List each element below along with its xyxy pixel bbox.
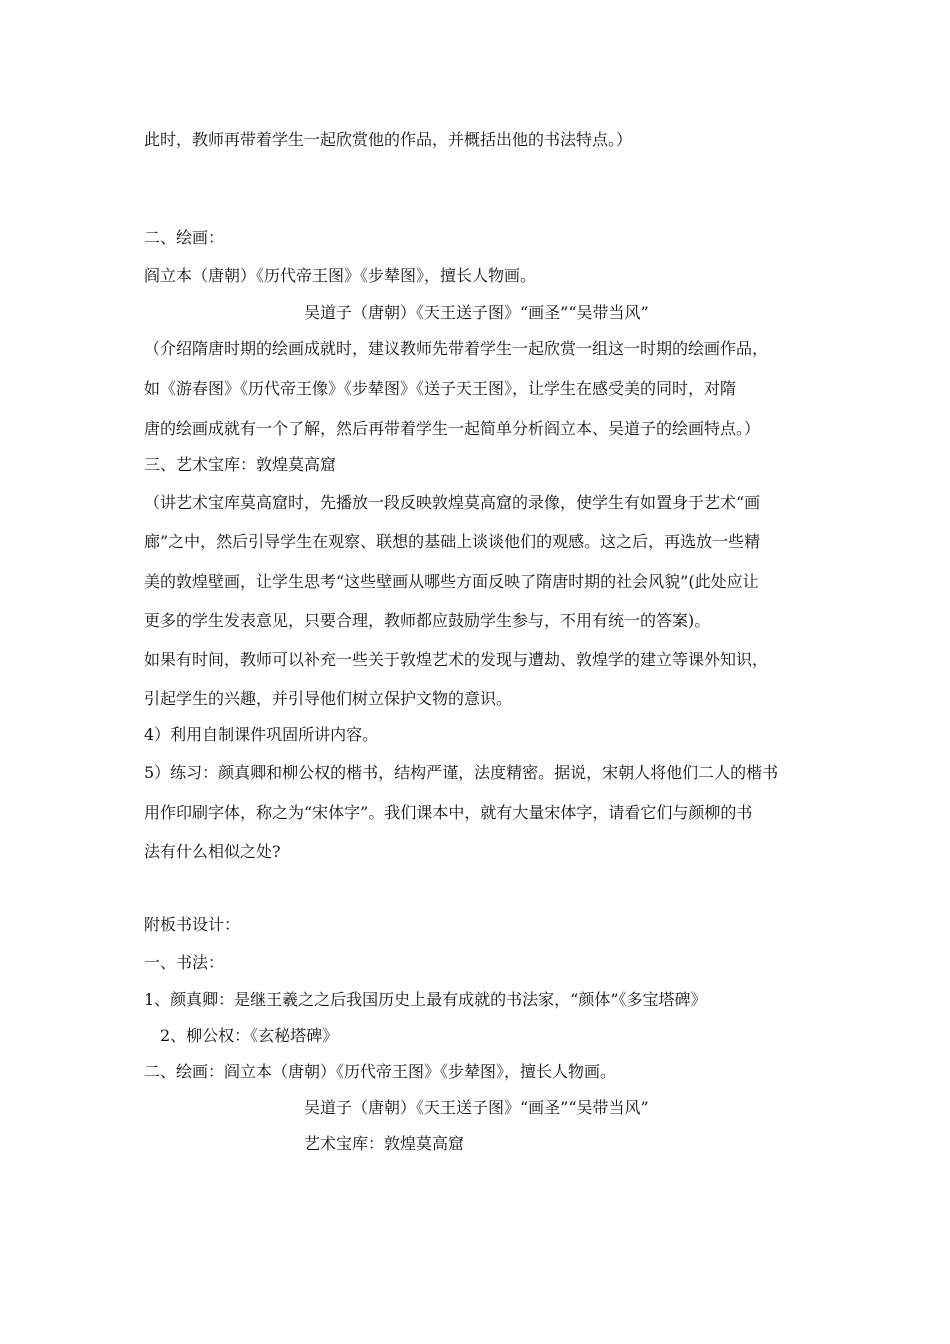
paragraph-line: 此时，教师再带着学生一起欣赏他的作品，并概括出他的书法特点。） [144,130,633,149]
section-heading-painting: 二、绘画： [144,228,225,247]
paragraph-line: 唐的绘画成就有一个了解，然后再带着学生一起简单分析阎立本、吴道子的绘画特点。） [144,419,761,438]
paragraph-line: 用作印刷字体，称之为“宋体字”。我们课本中，就有大量宋体字，请看它们与颜柳的书 [144,803,753,822]
paragraph-line: 阎立本（唐朝）《历代帝王图》《步辇图》，擅长人物画。 [144,266,537,285]
board-item-yan-zhenqing: 1、颜真卿：是继王羲之之后我国历史上最有成就的书法家，“颜体”《多宝塔碑》 [144,990,707,1009]
board-dunhuang-line: 艺术宝库：敦煌莫高窟 [304,1134,465,1153]
paragraph-line: 廊”之中，然后引导学生在观察、联想的基础上谈谈他们的观感。这之后，再选放一些精 [144,532,761,551]
section-heading-dunhuang: 三、艺术宝库：敦煌莫高窟 [144,455,337,474]
list-item-4: 4）利用自制课件巩固所讲内容。 [144,725,379,744]
board-painting-line: 二、绘画：阎立本（唐朝）《历代帝王图》《步辇图》，擅长人物画。 [144,1062,617,1081]
paragraph-line: （讲艺术宝库莫高窟时，先播放一段反映敦煌莫高窟的录像，使学生有如置身于艺术“画 [144,493,761,512]
board-calligraphy-heading: 一、书法： [144,953,225,972]
list-item-5: 5）练习：颜真卿和柳公权的楷书，结构严谨，法度精密。据说，宋朝人将他们二人的楷书 [144,763,779,782]
paragraph-line: 吴道子（唐朝）《天王送子图》“画圣”“吴带当风” [304,303,649,322]
paragraph-line: 引起学生的兴趣，并引导他们树立保护文物的意识。 [144,689,513,708]
paragraph-line: 法有什么相似之处? [144,842,281,861]
paragraph-line: 如果有时间，教师可以补充一些关于敦煌艺术的发现与遭劫、敦煌学的建立等课外知识， [144,650,769,669]
paragraph-line: 美的敦煌壁画，让学生思考“这些壁画从哪些方面反映了隋唐时期的社会风貌”(此处应让 [144,572,759,591]
paragraph-line: 如《游春图》《历代帝王像》《步辇图》《送子天王图》，让学生在感受美的同时，对隋 [144,379,737,398]
board-wu-daozi-line: 吴道子（唐朝）《天王送子图》“画圣”“吴带当风” [304,1098,649,1117]
paragraph-line: （介绍隋唐时期的绘画成就时，建议教师先带着学生一起欣赏一组这一时期的绘画作品， [144,339,769,358]
paragraph-line: 更多的学生发表意见，只要合理，教师都应鼓励学生参与，不用有统一的答案)。 [144,611,711,630]
board-item-liu-gongquan: 2、柳公权：《玄秘塔碑》 [160,1026,339,1045]
board-design-heading: 附板书设计： [144,915,241,934]
